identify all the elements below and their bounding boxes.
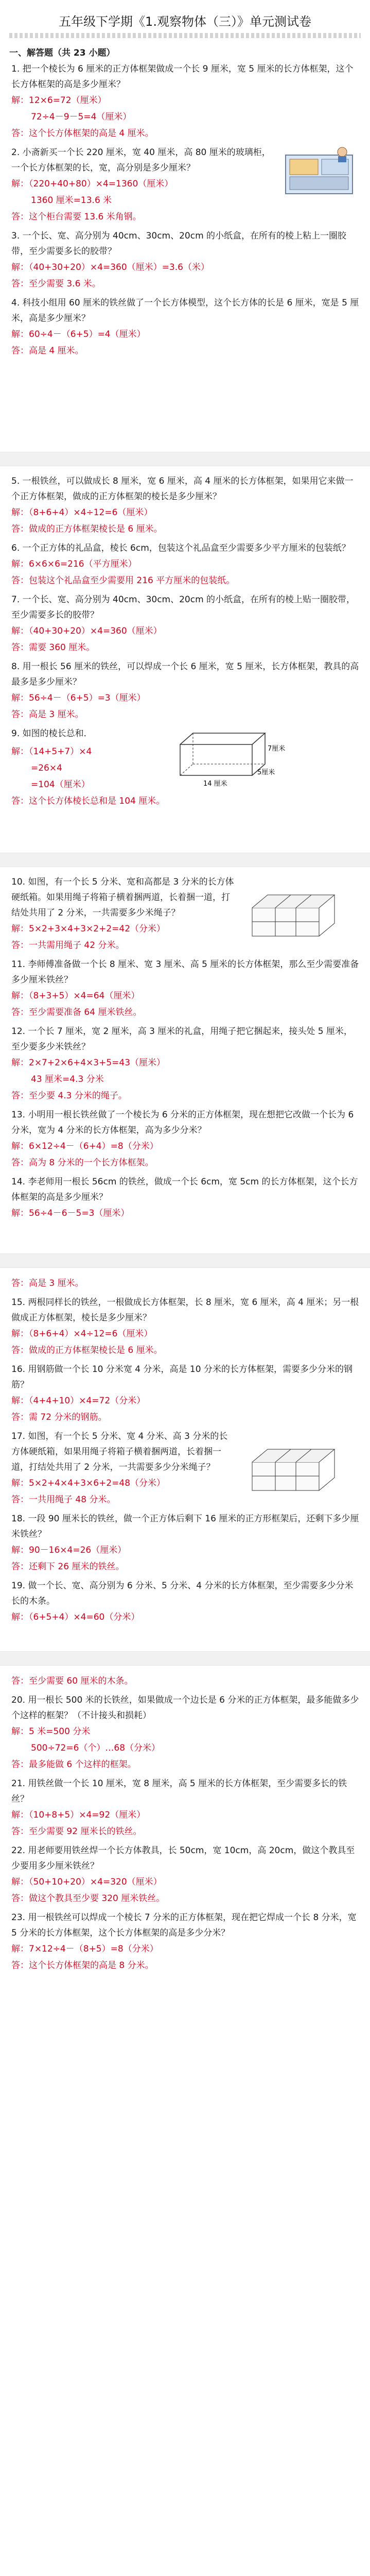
answer-23: 答：这个长方体框架的高是 8 分米。 [11, 1960, 154, 1971]
blank-space [0, 1222, 370, 1248]
solve-label: 解： [11, 1877, 29, 1887]
solution-5 [11, 504, 361, 537]
fig-label: 14 厘米 [203, 780, 227, 788]
solution-line: 6×12÷4－（6+4）=8（分米） [29, 1141, 158, 1151]
solution-15 [11, 1326, 361, 1359]
solution-line: 7×12÷4－（8+5）=8（分米） [29, 1944, 158, 1954]
answer-22: 答：做这个教具至少要 320 厘米铁丝。 [11, 1893, 165, 1904]
solution-line: 1360 厘米=13.6 米 [31, 195, 112, 206]
answer-10: 答：一共需用绳子 42 分米。 [11, 940, 125, 951]
question-10: 10. 如图，有一个长 5 分米、宽和高都是 3 分米的长方体硬纸箱。如果用绳子将箱子横着捆两道，长着捆一道，打结处共用了 2 分米，一共需要多少米绳子？ [11, 877, 234, 918]
solve-label: 解： [11, 1208, 29, 1218]
solution-7 [11, 623, 361, 656]
solution-22 [11, 1874, 361, 1907]
title-divider [9, 33, 361, 38]
solution-line: （8+6+4）×4÷12=6（厘米） [29, 1329, 153, 1339]
solution-13 [11, 1138, 361, 1171]
solution-line: （6+5+4）×4=60（分米） [29, 1612, 140, 1622]
question-9: 9. 如图的棱长总和． [11, 728, 93, 739]
answer-3: 答：至少需要 3.6 米。 [11, 279, 101, 289]
question-1: 1. 把一个棱长为 6 厘米的正方体框架做成一个长 9 厘米，宽 5 厘米的长方体框架，这个长方体框架的高是多少厘米？ [11, 64, 354, 90]
solution-line: 5×2+3×4+3×2+2=42（分米） [29, 924, 166, 934]
fig-label: 7厘米 [268, 745, 286, 753]
section-heading: 一、解答题（共 23 小题） [9, 48, 115, 58]
solution-line: 72÷4－9－5=4（厘米） [31, 112, 132, 122]
question-18: 18. 一段 90 厘米长的铁丝，做一个正方体后剩下 16 厘米的正方形框架后，还剩下多少厘米铁丝？ [11, 1514, 359, 1539]
question-7: 7. 一个长、宽、高分别为 40cm、30cm、20cm 的小纸盒，在所有的棱上贴一圈胶带，至少需要多长的胶带？ [11, 595, 356, 620]
question-21: 21. 用铁丝做一个长 10 厘米，宽 8 厘米，高 5 厘米的长方体框架，至少需要多长的铁丝？ [11, 1778, 347, 1804]
blank-space [0, 359, 370, 447]
solution-line: 90－16×4=26（厘米） [29, 1545, 127, 1555]
solve-label: 解： [11, 924, 29, 934]
solve-label: 解： [11, 626, 29, 636]
solve-label: 解： [11, 991, 29, 1001]
question-6: 6. 一个正方体的礼品盒，棱长 6cm，包装这个礼品盒至少需要多少平方厘米的包装纸？ [11, 543, 350, 553]
solution-line: 56÷4－（6+5）=3（厘米） [29, 693, 146, 703]
answer-21: 答：至少需要 92 厘米长的铁丝。 [11, 1826, 142, 1837]
solution-23 [11, 1941, 361, 1974]
block-separator [0, 1253, 370, 1268]
display-cabinet-image [280, 145, 358, 201]
solution-1 [11, 92, 361, 142]
solution-20 [11, 1723, 361, 1773]
block-separator [0, 853, 370, 867]
answer-17: 答：一共用绳子 48 分米。 [11, 1495, 116, 1505]
solve-label: 解： [11, 1329, 29, 1339]
solution-line: 6×6×6=216（平方厘米） [29, 559, 137, 569]
answer-15: 答：做成的正方体框架棱长是 6 厘米。 [11, 1345, 163, 1355]
solve-label: 解： [11, 1478, 29, 1488]
solve-label: 解： [11, 262, 29, 273]
answer-14: 答：高是 3 厘米。 [11, 1278, 84, 1289]
question-4: 4. 科技小组用 60 厘米的铁丝做了一个长方体模型，这个长方体的长是 6 厘米，宽是 5 厘米，高是多少厘米？ [11, 298, 359, 324]
answer-16: 答：需 72 分米的钢筋。 [11, 1412, 107, 1422]
solve-label: 解： [11, 179, 29, 189]
page-title: 五年级下学期《1.观察物体（三）》单元测试卷 [59, 14, 311, 29]
question-11: 11. 李师傅准备做一个长 8 厘米、宽 3 厘米、高 5 厘米的长方体框架，那么至少需要准备多少厘米铁丝？ [11, 959, 359, 985]
answer-7: 答：需要 360 厘米。 [11, 642, 95, 653]
solve-label: 解： [11, 693, 29, 703]
solution-line: 500÷72=6（个）…68（分米） [31, 1743, 161, 1753]
question-12: 12. 一个长 7 厘米，宽 2 厘米，高 3 厘米的礼盒，用绳子把它捆起来，接头处 5 厘米，至少要多少米铁丝？ [11, 1026, 353, 1052]
solve-label: 解： [11, 329, 29, 340]
box-tied-figure-q10 [242, 885, 345, 941]
question-19: 19. 做一个长、宽、高分别为 6 分米、5 分米、4 分米的长方体框架，至少需要多少分米长的木条。 [11, 1581, 354, 1606]
answer-19: 答：至少需要 60 厘米的木条。 [11, 1676, 133, 1686]
solution-line: （220+40+80）×4=1360（厘米） [29, 179, 173, 189]
answer-2: 答：这个柜台需要 13.6 米角钢。 [11, 212, 142, 222]
solution-line: （14+5+7）×4 [29, 747, 92, 757]
question-13: 13. 小明用一根长铁丝做了一个棱长为 6 分米的正方体框架，现在想把它改做一个长为 6 分米，宽为 4 分米的长方体框架，高为多少分米？ [11, 1110, 354, 1136]
solution-line: 43 厘米=4.3 分米 [31, 1074, 104, 1084]
blank-space [0, 1625, 370, 1646]
answer-13: 答：高为 8 分米的一个长方体框架。 [11, 1158, 154, 1168]
answer-11: 答：至少需要准备 64 厘米铁丝。 [11, 1007, 142, 1018]
solution-19 [11, 1609, 361, 1625]
solve-label: 解： [11, 1396, 29, 1406]
question-22: 22. 用老师要用铁丝焊一个长方体教具，长 50cm，宽 10cm，高 20cm，做这个教具至少要用多少厘米铁丝？ [11, 1845, 355, 1871]
solution-line: 5×2+4×4+3×6+2=48（分米） [29, 1478, 166, 1488]
fig-label: 5厘米 [257, 769, 275, 776]
solution-line: （10+8+5）×4=92（厘米） [29, 1810, 146, 1820]
block-separator [0, 452, 370, 466]
question-3: 3. 一个长、宽、高分别为 40cm、30cm、20cm 的小纸盒，在所有的棱上粘上一圈胶带，至少需要多长的胶带？ [11, 231, 347, 257]
solve-label: 解： [11, 507, 29, 518]
answer-12: 答：至少要 4.3 分米的绳子。 [11, 1091, 127, 1101]
question-17: 17. 如图，有一个长 5 分米、宽 4 分米、高 3 分米的长方体硬纸箱，如果用绳子将箱子横着捆两道，长着捆一道，打结处共用了 2 分米，一共需要多少分米绳子？ [11, 1431, 228, 1472]
solve-label: 解： [11, 1141, 29, 1151]
question-15: 15. 两根同样长的铁丝，一根做成长方体框架，长 8 厘米，宽 6 厘米，高 4 厘米；另一根做成正方体框架，棱长是多少厘米？ [11, 1297, 359, 1323]
solve-label: 解： [11, 1058, 29, 1068]
solution-3 [11, 259, 361, 292]
solution-line: （40+30+20）×4=360（厘米） [29, 626, 162, 636]
solution-12 [11, 1055, 361, 1104]
answer-1: 答：这个长方体框架的高是 4 厘米。 [11, 128, 154, 139]
solve-label: 解： [11, 559, 29, 569]
solution-line: （8+6+4）×4÷12=6（厘米） [29, 507, 153, 518]
solution-line: =26×4 [31, 763, 62, 773]
solution-11 [11, 988, 361, 1021]
solve-label: 解： [11, 1726, 29, 1737]
solve-label: 解： [11, 747, 29, 757]
solution-16 [11, 1393, 361, 1426]
solution-6 [11, 556, 361, 589]
solve-label: 解： [11, 1545, 29, 1555]
blank-space [0, 809, 370, 848]
box-tied-figure-q17 [242, 1439, 345, 1496]
solution-line: 2×7+2×6+4×3+5=43（厘米） [29, 1058, 166, 1068]
solution-21 [11, 1807, 361, 1840]
answer-20: 答：最多能做 6 个这样的框架。 [11, 1759, 136, 1770]
solution-8 [11, 690, 361, 723]
question-2: 2. 小斋新买一个长 220 厘米，宽 40 厘米，高 80 厘米的玻璃柜，一个长方体框架的长，宽，高分别是多少厘米？ [11, 147, 271, 173]
answer-5: 答：做成的正方体框架棱长是 6 厘米。 [11, 524, 163, 534]
block-separator [0, 1651, 370, 1666]
question-14: 14. 李老师用一根长 56cm 的铁丝，做成一个长 6cm，宽 5cm 的长方体框架，这个长方体框架的高是多少厘米？ [11, 1177, 358, 1202]
solution-14 [11, 1205, 361, 1222]
question-5: 5. 一根铁丝，可以做成长 8 厘米，宽 6 厘米，高 4 厘米的长方体框架，如果用它来做一个正方体框架，做成的正方体框架的棱长是多少厘米？ [11, 476, 354, 502]
question-16: 16. 用钢筋做一个长 10 分米宽 4 分米，高是 10 分米的长方体框架，需要多少分米的钢筋？ [11, 1364, 353, 1390]
solution-line: （8+3+5）×4=64（厘米） [29, 991, 140, 1001]
solution-line: （40+30+20）×4=360（厘米）=3.6（米） [29, 262, 209, 273]
solution-line: （4+4+10）×4=72（分米） [29, 1396, 146, 1406]
solve-label: 解： [11, 95, 29, 106]
solution-line: （50+10+20）×4=320（厘米） [29, 1877, 162, 1887]
solution-line: 5 米=500 分米 [29, 1726, 91, 1737]
solution-line: 12×6=72（厘米） [29, 95, 107, 106]
question-20: 20. 用一根长 500 米的长铁丝，如果做成一个边长是 6 分米的正方体框架，最多能做多少个这样的框架？（不计接头和损耗） [11, 1695, 359, 1721]
answer-18: 答：还剩下 26 厘米的铁丝。 [11, 1562, 125, 1572]
answer-4: 答：高是 4 厘米。 [11, 346, 84, 356]
solution-line: 60÷4－（6+5）=4（厘米） [29, 329, 146, 340]
answer-8: 答：高是 3 厘米。 [11, 709, 84, 720]
question-8: 8. 用一根长 56 厘米的铁丝，可以焊成一个长 6 厘米，宽 5 厘米，长方体框架，教具的高最多是多少厘米？ [11, 662, 359, 687]
answer-9: 答：这个长方体棱长总和是 104 厘米。 [11, 796, 165, 806]
cuboid-figure-q9 [170, 724, 288, 788]
solution-18 [11, 1542, 361, 1575]
answer-6: 答：包装这个礼品盒至少需要用 216 平方厘米的包装纸。 [11, 575, 235, 586]
question-23: 23. 用一根铁丝可以焊成一个棱长 7 分米的正方体框架，现在把它焊成一个长 8 分米，宽 5 分米的长方体框架，这个长方体框架的高是多少分米？ [11, 1912, 357, 1938]
solve-label: 解： [11, 1810, 29, 1820]
solve-label: 解： [11, 1612, 29, 1622]
solution-line: 56÷4－6－5=3（厘米） [29, 1208, 130, 1218]
solution-4 [11, 326, 361, 359]
solution-line: =104（厘米） [31, 779, 90, 790]
solve-label: 解： [11, 1944, 29, 1954]
